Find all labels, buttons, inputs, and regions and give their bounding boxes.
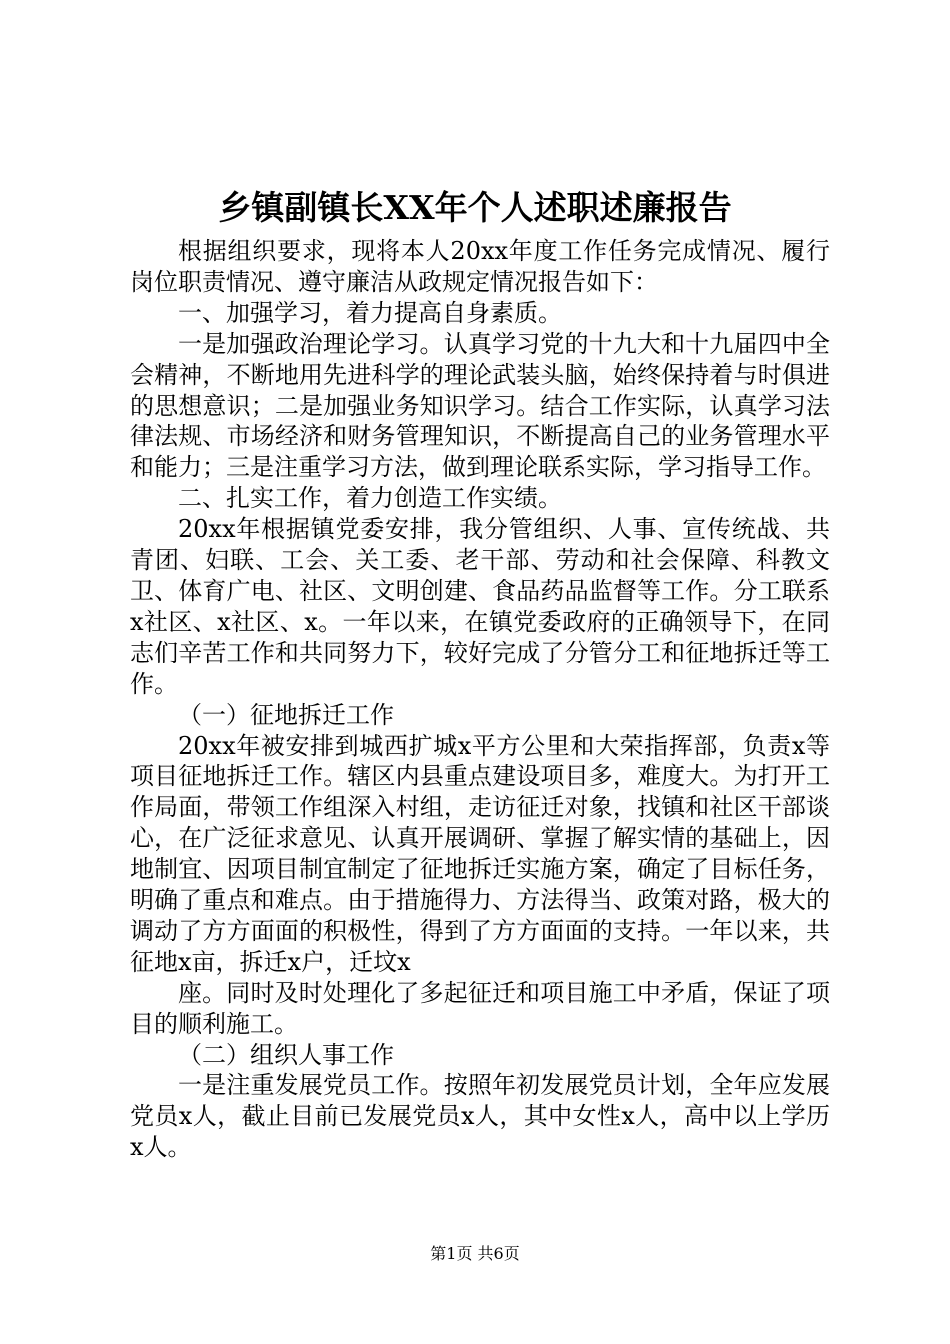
paragraph-land-requisition: 20xx年被安排到城西扩城x平方公里和大荣指挥部，负责x等项目征地拆迁工作。辖区内县重点建设项目多，难度大。为打开工作局面，带领工作组深入村组，走访征迁对象，找镇和社区干部谈心，在广泛征求意见、认真开展调研、掌握了解实情的基础上，因地制宜、因项目制宜制定了征地拆迁实施方案，确定了目标任务，明确了重点和难点。由于措施得力、方法得当、政策对路，极大的调动了方方面面的积极性，得到了方方面面的支持。一年以来，共征地x亩，拆迁x户，迁坟x [130,731,830,976]
page-number: 第1页 共6页 [430,1244,520,1263]
subsection-heading-2: （二）组织人事工作 [178,1040,394,1069]
paragraph-assignments: 20xx年根据镇党委安排，我分管组织、人事、宣传统战、共青团、妇联、工会、关工委、老干部、劳动和社会保障、科教文卫、体育广电、社区、文明创建、食品药品监督等工作。分工联系x社区、x社区、x。一年以来，在镇党委政府的正确领导下，在同志们辛苦工作和共同努力下，较好完成了分管分工和征地拆迁等工作。 [130,515,830,698]
subsection-heading-1: （一）征地拆迁工作 [178,700,394,729]
document-body [130,236,830,1163]
paragraph-land-requisition-cont: 座。同时及时处理化了多起征迁和项目施工中矛盾，保证了项目的顺利施工。 [130,978,830,1038]
section-heading-2: 二、扎实工作，着力创造工作实绩。 [178,484,562,513]
paragraph-study: 一是加强政治理论学习。认真学习党的十九大和十九届四中全会精神，不断地用先进科学的理论武装头脑，始终保持着与时俱进的思想意识；二是加强业务知识学习。结合工作实际，认真学习法律法规、市场经济和财务管理知识，不断提高自己的业务管理水平和能力；三是注重学习方法，做到理论联系实际，学习指导工作。 [130,329,830,482]
document-title: 乡镇副镇长XX年个人述职述廉报告 [218,188,732,227]
paragraph-party-members: 一是注重发展党员工作。按照年初发展党员计划，全年应发展党员x人，截止目前已发展党员x人，其中女性x人，高中以上学历x人。 [130,1071,830,1162]
section-heading-1: 一、加强学习，着力提高自身素质。 [178,298,562,327]
paragraph-intro: 根据组织要求，现将本人20xx年度工作任务完成情况、履行岗位职责情况、遵守廉洁从政规定情况报告如下： [130,237,830,296]
